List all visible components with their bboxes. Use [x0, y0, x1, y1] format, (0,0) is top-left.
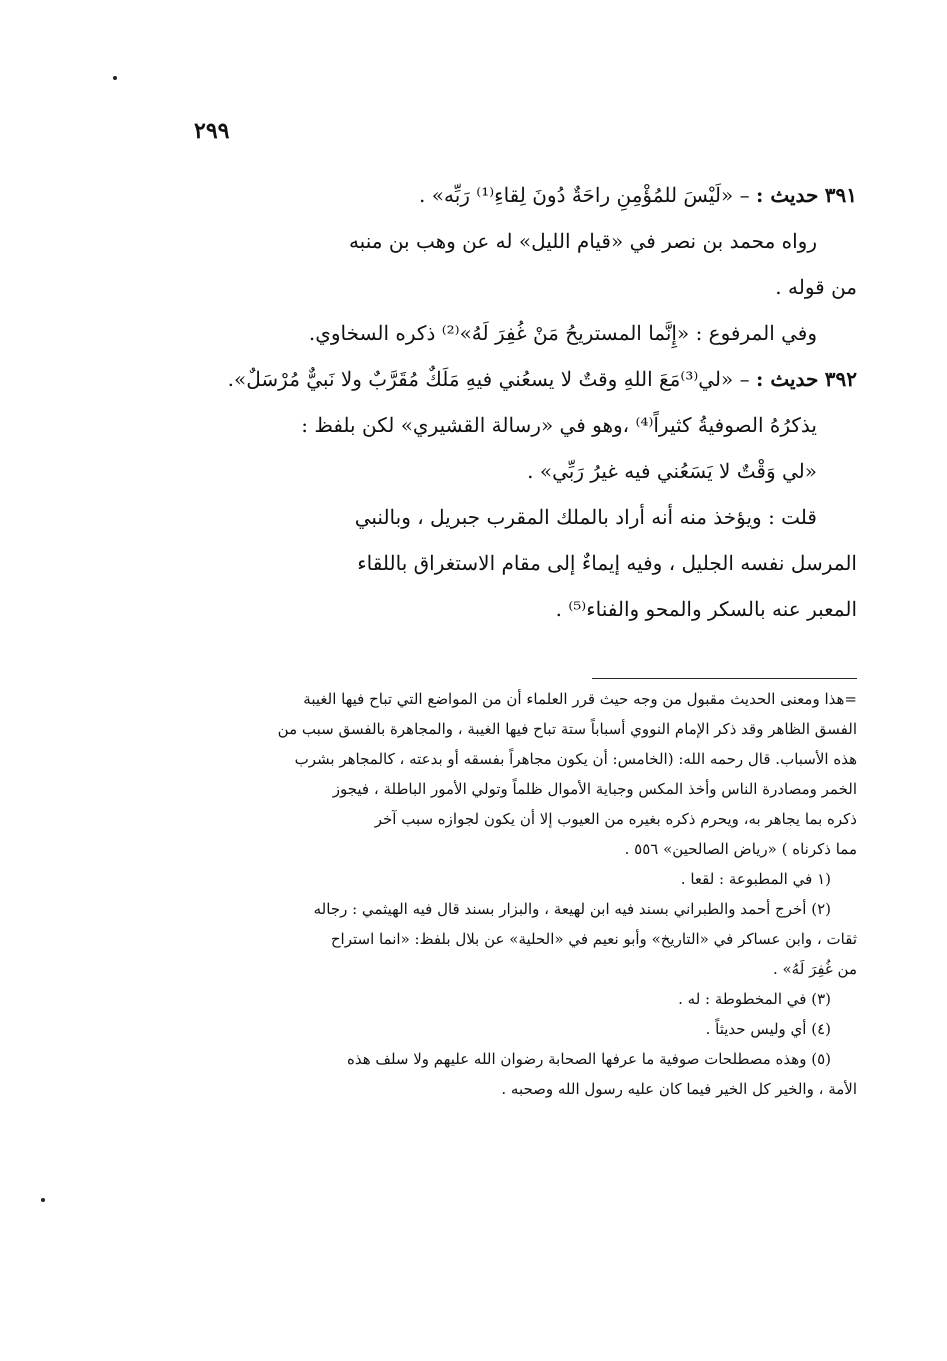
footnotes [190, 684, 857, 1104]
paragraph-line: المعبر عنه بالسكر والمحو والفناء⁽⁵⁾ . [555, 597, 857, 621]
hadith-label: حديث : [755, 183, 819, 207]
page-number: ٢٩٩ [194, 118, 230, 144]
footnote-5: (٥) وهذه مصطلحات صوفية ما عرفها الصحابة رضوان الله عليهم ولا سلف هذه [347, 1050, 831, 1068]
footnote-line: هذه الأسباب. قال رحمه الله: (الخامس: أن يكون مجاهراً بفسقه أو بدعته ، كالمجاهر بشرب [294, 750, 857, 768]
scan-speck [41, 1198, 45, 1202]
hadith-label: حديث : [755, 367, 819, 391]
paragraph-line: من قوله . [775, 275, 857, 299]
paragraph-line: وفي المرفوع : «إِنَّما المستريحُ مَنْ غُفِرَ لَهُ»⁽²⁾ ذكره السخاوي. [308, 321, 817, 345]
paragraph-line: يذكرُهُ الصوفيةُ كثيراً⁽⁴⁾ ،وهو في «رسالة القشيري» لكن بلفظ : [301, 413, 817, 437]
scan-speck [113, 76, 117, 80]
paragraph-line: «لي وَقْتٌ لا يَسَعُني فيه غيرُ رَبِّي» . [527, 459, 817, 483]
footnote-3: (٣) في المخطوطة : له . [678, 990, 831, 1008]
hadith-text: – «لي⁽³⁾مَعَ اللهِ وقتٌ لا يسعُني فيهِ مَلَكٌ مُقَرَّبٌ ولا نَبيٌّ مُرْسَلٌ». [227, 367, 750, 391]
hadith-text: – «لَيْسَ للمُؤْمِنِ راحَةٌ دُونَ لِقاءِ⁽¹⁾ رَبِّه» . [419, 183, 750, 207]
footnote-separator [592, 678, 857, 679]
paragraph-line: رواه محمد بن نصر في «قيام الليل» له عن وهب بن منبه [348, 229, 817, 253]
footnote-line: ذكره بما يجاهر به، ويحرم ذكره بغيره من العيوب إلا أن يكون لجوازه سبب آخر [374, 810, 857, 828]
footnote-1: (١ في المطبوعة : لقعا . [680, 870, 831, 888]
footnote-line: مما ذكرناه ) «رياض الصالحين» ٥٥٦ . [624, 840, 857, 858]
footnote-line: من غُفِرَ لَهُ» . [772, 960, 857, 978]
paragraph-line: قلت : ويؤخذ منه أنه أراد بالملك المقرب جبريل ، وبالنبي [354, 505, 817, 529]
footnote-line: =هذا ومعنى الحديث مقبول من وجه حيث قرر العلماء أن من المواضع التي تباح فيها الغيبة [303, 690, 857, 708]
footnote-line: الخمر ومصادرة الناس وأخذ المكس وجباية الأموال ظلماً وتولي الأمور الباطلة ، فيجوز [332, 780, 857, 798]
footnote-4: (٤) أي وليس حديثاً . [705, 1020, 831, 1038]
footnote-line: الأمة ، والخير كل الخير فيما كان عليه رسول الله وصحبه . [501, 1080, 857, 1098]
footnote-2: (٢) أخرج أحمد والطبراني بسند فيه ابن لهيعة ، والبزار بسند قال فيه الهيثمي : رجاله [313, 900, 831, 918]
hadith-391-heading [190, 172, 857, 218]
hadith-392-heading [190, 356, 857, 402]
footnote-line: الفسق الظاهر وقد ذكر الإمام النووي أسباباً ستة تباح فيها الغيبة ، والمجاهرة بالفسق سبب من [277, 720, 857, 738]
hadith-number: ٣٩٢ [824, 367, 857, 391]
hadith-number: ٣٩١ [824, 183, 857, 207]
paragraph-line: المرسل نفسه الجليل ، وفيه إيماءٌ إلى مقام الاستغراق باللقاء [357, 551, 857, 575]
footnote-line: ثقات ، وابن عساكر في «التاريخ» وأبو نعيم في «الحلية» عن بلال بلفظ: «انما استراح [330, 930, 857, 948]
main-text [190, 172, 857, 632]
